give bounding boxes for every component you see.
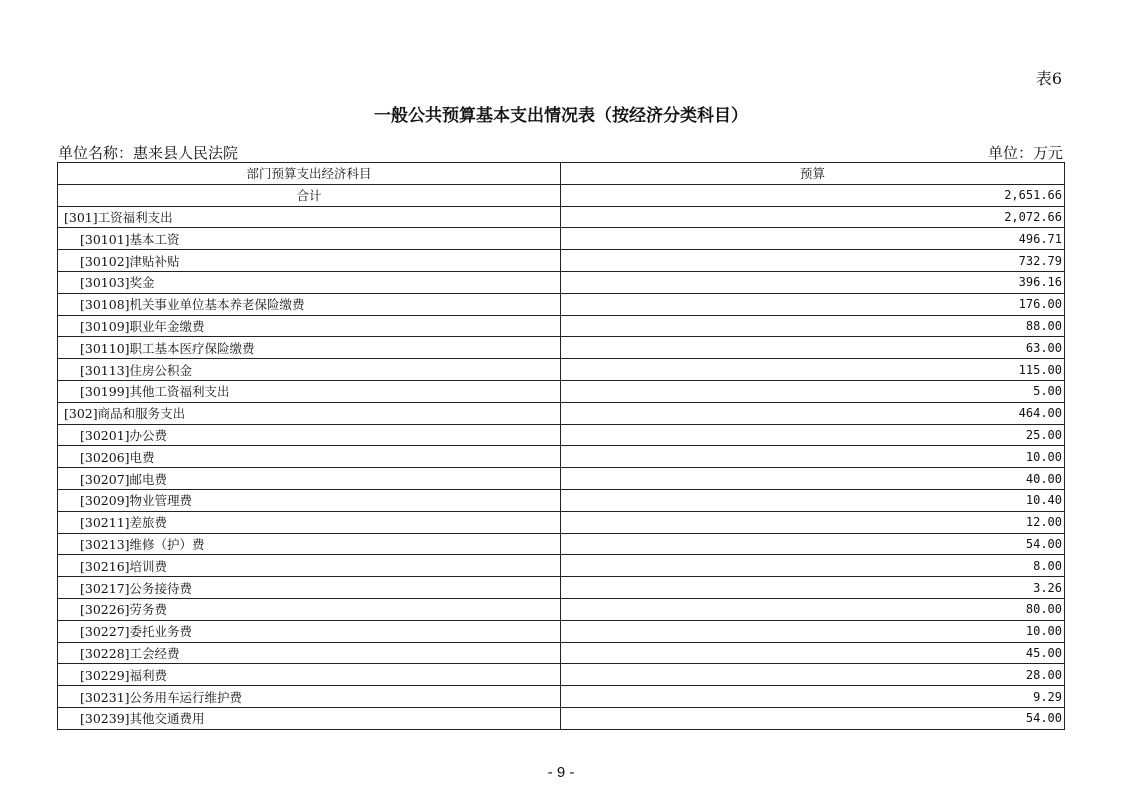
row-subject: [30216]培训费 <box>58 555 561 577</box>
table-row <box>58 664 1065 686</box>
row-subject: [30206]电费 <box>58 446 561 468</box>
table-number: 表6 <box>1035 69 1062 88</box>
table-row <box>58 250 1065 272</box>
table-row <box>58 489 1065 511</box>
table-row <box>58 598 1065 620</box>
row-subject: [30211]差旅费 <box>58 511 561 533</box>
row-subject: [30207]邮电费 <box>58 468 561 490</box>
row-subject: [30199]其他工资福利支出 <box>58 380 561 402</box>
header-subject: 部门预算支出经济科目 <box>58 163 561 185</box>
table-row <box>58 511 1065 533</box>
row-budget: 10.00 <box>561 620 1065 642</box>
table-row <box>58 337 1065 359</box>
row-budget: 732.79 <box>561 250 1065 272</box>
table-row <box>58 446 1065 468</box>
table-row <box>58 359 1065 381</box>
row-subject: [30108]机关事业单位基本养老保险缴费 <box>58 293 561 315</box>
row-budget: 10.00 <box>561 446 1065 468</box>
total-row <box>58 184 1065 206</box>
table-row <box>58 555 1065 577</box>
row-subject: [30228]工会经费 <box>58 642 561 664</box>
table-row <box>58 424 1065 446</box>
row-budget: 12.00 <box>561 511 1065 533</box>
row-budget: 464.00 <box>561 402 1065 424</box>
row-subject: [30102]津贴补贴 <box>58 250 561 272</box>
row-budget: 3.26 <box>561 577 1065 599</box>
row-budget: 115.00 <box>561 359 1065 381</box>
table-row <box>58 642 1065 664</box>
row-subject: [30110]职工基本医疗保险缴费 <box>58 337 561 359</box>
page-number: - 9 - <box>547 764 575 781</box>
row-subject: [302]商品和服务支出 <box>58 402 561 424</box>
row-subject: [30226]劳务费 <box>58 598 561 620</box>
row-subject: [30109]职业年金缴费 <box>58 315 561 337</box>
table-row <box>58 468 1065 490</box>
table-row <box>58 402 1065 424</box>
row-subject: [30227]委托业务费 <box>58 620 561 642</box>
table-row <box>58 380 1065 402</box>
row-subject: [30113]住房公积金 <box>58 359 561 381</box>
row-budget: 45.00 <box>561 642 1065 664</box>
row-budget: 63.00 <box>561 337 1065 359</box>
row-subject: [30201]办公费 <box>58 424 561 446</box>
page-title: 一般公共预算基本支出情况表（按经济分类科目） <box>374 106 748 126</box>
row-budget: 54.00 <box>561 707 1065 729</box>
row-subject: [30217]公务接待费 <box>58 577 561 599</box>
row-budget: 28.00 <box>561 664 1065 686</box>
row-budget: 10.40 <box>561 489 1065 511</box>
table-row <box>58 577 1065 599</box>
row-budget: 80.00 <box>561 598 1065 620</box>
row-budget: 176.00 <box>561 293 1065 315</box>
table-row <box>58 271 1065 293</box>
unit-label: 单位：万元 <box>987 144 1063 162</box>
total-label: 合计 <box>58 184 561 206</box>
total-value: 2,651.66 <box>561 184 1065 206</box>
table-row <box>58 620 1065 642</box>
row-budget: 9.29 <box>561 686 1065 708</box>
row-subject: [30231]公务用车运行维护费 <box>58 686 561 708</box>
table-row <box>58 686 1065 708</box>
row-subject: [301]工资福利支出 <box>58 206 561 228</box>
row-subject: [30209]物业管理费 <box>58 489 561 511</box>
header-budget: 预算 <box>561 163 1065 185</box>
row-budget: 2,072.66 <box>561 206 1065 228</box>
row-budget: 88.00 <box>561 315 1065 337</box>
row-subject: [30229]福利费 <box>58 664 561 686</box>
row-budget: 54.00 <box>561 533 1065 555</box>
table-header-row <box>58 163 1065 185</box>
row-subject: [30103]奖金 <box>58 271 561 293</box>
row-subject: [30213]维修（护）费 <box>58 533 561 555</box>
table-row <box>58 206 1065 228</box>
row-budget: 396.16 <box>561 271 1065 293</box>
row-budget: 8.00 <box>561 555 1065 577</box>
row-budget: 5.00 <box>561 380 1065 402</box>
row-budget: 496.71 <box>561 228 1065 250</box>
row-subject: [30239]其他交通费用 <box>58 707 561 729</box>
expenditure-table <box>57 162 1065 730</box>
row-budget: 25.00 <box>561 424 1065 446</box>
table-row <box>58 707 1065 729</box>
unit-name: 单位名称：惠来县人民法院 <box>58 144 239 162</box>
table-row <box>58 533 1065 555</box>
table-row <box>58 228 1065 250</box>
table-row <box>58 293 1065 315</box>
row-budget: 40.00 <box>561 468 1065 490</box>
table-row <box>58 315 1065 337</box>
row-subject: [30101]基本工资 <box>58 228 561 250</box>
